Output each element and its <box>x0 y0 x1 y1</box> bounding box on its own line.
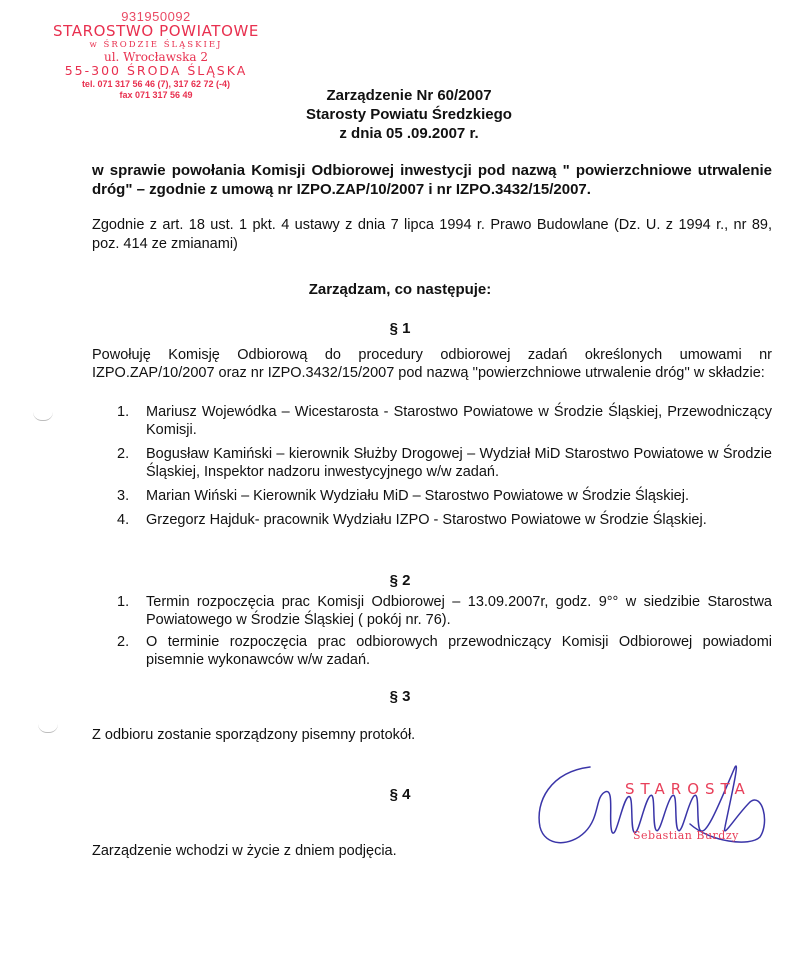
stamp-location: w ŚRODZIE ŚLĄSKIEJ <box>89 40 223 50</box>
title-line-number: Zarządzenie Nr 60/2007 <box>326 87 492 104</box>
stamp-fax: fax 071 317 56 49 <box>119 90 193 100</box>
list-item-number: 1. <box>117 594 130 610</box>
document-subject: w sprawie powołania Komisji Odbiorowej inwestycji pod nazwą " powierzchniowe utrwalenie dróg" – zgodnie z umową nr IZPO.ZAP/10/2007 i nr IZPO.3432/15/2007. <box>92 162 772 198</box>
list-item-text: Grzegorz Hajduk- pracownik Wydziału IZPO - Starostwo Powiatowe w Środzie Śląskiej. <box>146 512 707 528</box>
stamp-street: ul. Wrocławska 2 <box>103 49 209 64</box>
list-item <box>92 487 772 505</box>
list-item-text: Termin rozpoczęcia prac Komisji Odbiorowej – 13.09.2007r, godz. 9°° w siedzibie Starostwa Powiatowego w Środzie Śląskiej ( pokój nr. 76). <box>146 594 772 628</box>
stamp-organization: STAROSTWO POWIATOWE <box>53 22 259 40</box>
list-item-text: Marian Wiński – Kierownik Wydziału MiD – Starostwo Powiatowe w Środzie Śląskiej. <box>146 488 689 504</box>
title-line-issuer: Starosty Powiatu Średzkiego <box>306 106 512 123</box>
section-2-heading: § 2 <box>389 572 411 589</box>
list-item <box>92 403 772 439</box>
list-item-number: 2. <box>117 446 130 462</box>
scan-margin-mark <box>33 412 53 421</box>
stamp-phone: tel. 071 317 56 46 (7), 317 62 72 (-4) <box>81 79 231 89</box>
list-item <box>92 511 772 529</box>
scan-margin-mark <box>38 724 58 733</box>
list-item-text: Mariusz Wojewódka – Wicestarosta - Starostwo Powiatowe w Środzie Śląskiej, Przewodniczący Komisji. <box>146 404 772 438</box>
section-4-heading: § 4 <box>389 786 411 803</box>
document-title <box>0 86 800 143</box>
list-item-number: 4. <box>117 512 130 528</box>
signature-block <box>530 762 790 857</box>
list-item-number: 2. <box>117 634 130 650</box>
section-4-text: Zarządzenie wchodzi w życie z dniem podjęcia. <box>92 843 397 859</box>
section-1-intro: Powołuję Komisję Odbiorową do procedury odbiorowej zadań określonych umowami nr IZPO.ZAP/10/2007 oraz nr IZPO.3432/15/2007 pod nazwą ''powierzchniowe utrwalenie dróg'' w składzie: <box>92 347 772 381</box>
list-item-text: O terminie rozpoczęcia prac odbiorowych przewodniczący Komisji Odbiorowej powiadomi pisemnie wykonawców w/w zadań. <box>146 634 772 668</box>
list-item <box>92 593 772 629</box>
signature-name-stamp: Sebastian Burdzy <box>633 829 739 842</box>
section-1-heading: § 1 <box>389 320 411 337</box>
list-item-text: Bogusław Kamiński – kierownik Służby Drogowej – Wydział MiD Starostwo Powiatowe w Środzie Śląskiej, Inspektor nadzoru inwestycyjnego w/w zadań. <box>146 446 772 480</box>
legal-basis: Zgodnie z art. 18 ust. 1 pkt. 4 ustawy z dnia 7 lipca 1994 r. Prawo Budowlane (Dz. U. z 1994 r., nr 89, poz. 414 ze zmianami) <box>92 217 772 252</box>
committee-members-list <box>92 403 772 535</box>
section-3-heading: § 3 <box>389 688 411 705</box>
handwritten-signature-icon <box>530 762 790 857</box>
stamp-city: 55-300 ŚRODA ŚLĄSKA <box>64 62 248 78</box>
section-3-text: Z odbioru zostanie sporządzony pisemny protokół. <box>92 727 416 743</box>
list-item <box>92 633 772 669</box>
list-item-number: 3. <box>117 488 130 504</box>
list-item-number: 1. <box>117 404 130 420</box>
title-line-date: z dnia 05 .09.2007 r. <box>339 125 479 142</box>
section-2-list <box>92 593 772 673</box>
signature-title-stamp: STAROSTA <box>625 780 751 798</box>
list-item <box>92 445 772 481</box>
stamp-regon: 931950092 <box>121 9 191 24</box>
decree-heading: Zarządzam, co następuje: <box>308 281 492 298</box>
